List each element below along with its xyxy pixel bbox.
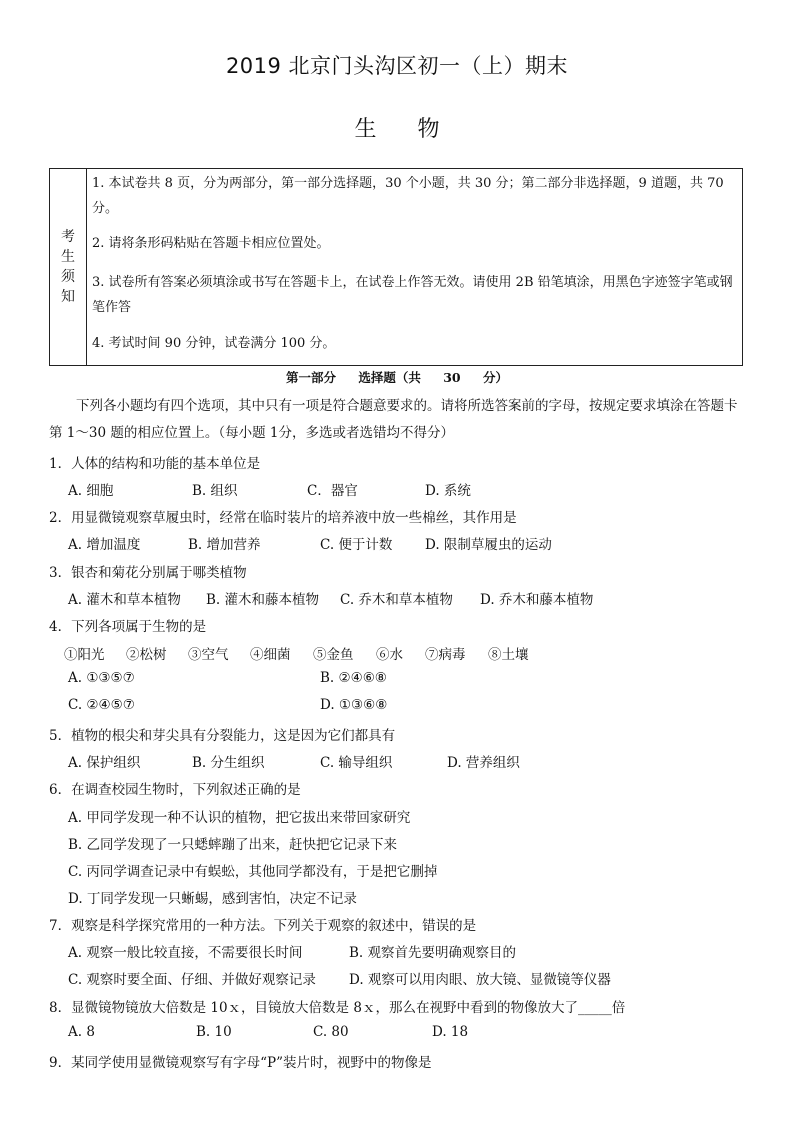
notice-label-char: 考 [61,229,75,245]
list-item: ⑤金鱼 [313,647,354,663]
option: C. 便于计数 [320,537,393,553]
question-stem: 8．显微镜物镜放大倍数是 10ｘ，目镜放大倍数是 8ｘ，那么在视野中看到的物像放大了_____倍 [49,1000,626,1016]
section-intro: 下列各小题均有四个选项，其中只有一项是符合题意要求的。请将所选答案前的字母，按规定要求填涂在答题卡第 1～30 题的相应位置上。（每小题 1分，多选或者选错均不得分） [49,398,738,441]
option: B. 乙同学发现了一只蟋蟀蹦了出来，赶快把它记录下来 [68,837,398,853]
option: B. 分生组织 [192,755,265,771]
option: A. 细胞 [68,483,114,499]
list-item: ⑦病毒 [425,647,466,663]
option: B. 增加营养 [188,537,261,553]
option: A. 增加温度 [68,537,141,553]
option: B. ②④⑥⑧ [320,670,387,686]
option: D. 18 [432,1024,469,1040]
option: B. 10 [196,1024,232,1040]
list-item: ⑥水 [376,647,403,663]
option: D. 乔木和藤本植物 [480,592,594,608]
option: C. 乔木和草本植物 [340,592,453,608]
question-stem: 1．人体的结构和功能的基本单位是 [49,456,261,472]
option: A. 灌木和草本植物 [68,592,181,608]
option: C. 丙同学调查记录中有蜈蚣，其他同学都没有，于是把它删掉 [68,864,438,880]
option: A. 8 [68,1024,95,1040]
list-item: ⑧土壤 [488,647,529,663]
subject-title: 生 物 [354,117,440,142]
option: B. 组织 [192,483,238,499]
notice-item: 2. 请将条形码粘贴在答题卡相应位置处。 [92,236,330,251]
option: D. 观察可以用肉眼、放大镜、显微镜等仪器 [349,972,611,988]
question-stem: 4．下列各项属于生物的是 [49,619,207,635]
option: C. 输导组织 [320,755,393,771]
option: D. 系统 [425,483,471,499]
question-stem: 7．观察是科学探究常用的一种方法。下列关于观察的叙述中，错误的是 [49,918,477,934]
option: D. 营养组织 [447,755,520,771]
notice-item: 1. 本试卷共 8 页，分为两部分，第一部分选择题，30 个小题，共 30 分；第二部分非选择题，9 道题，共 70 分。 [92,176,724,216]
option: C. ②④⑤⑦ [68,697,135,713]
section-title: 第一部分 选择题（共 30 分） [286,370,508,385]
notice-label [50,169,87,365]
notice-label-char: 生 [61,249,75,265]
notice-label-char: 须 [61,269,75,285]
question-stem: 5．植物的根尖和芽尖具有分裂能力，这是因为它们都具有 [49,728,396,744]
notice-item: 4. 考试时间 90 分钟，试卷满分 100 分。 [92,336,336,351]
option: D. 丁同学发现一只蜥蜴，感到害怕，决定不记录 [68,891,357,907]
option: A. 甲同学发现一种不认识的植物，把它拔出来带回家研究 [68,810,411,826]
option: C. 观察时要全面、仔细、并做好观察记录 [68,972,316,988]
list-item: ②松树 [126,647,167,663]
notice-item: 3. 试卷所有答案必须填涂或书写在答题卡上，在试卷上作答无效。请使用 2B 铅笔填涂，用黑色字迹签字笔或钢笔作答 [92,275,733,315]
option: B. 灌木和藤本植物 [206,592,320,608]
exam-notice-box [49,168,743,366]
option: D. 限制草履虫的运动 [425,537,552,553]
option: B. 观察首先要明确观察目的 [349,945,517,961]
page-title: 2019 北京门头沟区初一（上）期末 [225,54,569,78]
option: D. ①③⑥⑧ [320,697,388,713]
question-stem: 3．银杏和菊花分别属于哪类植物 [49,565,247,581]
option: C．器官 [307,483,358,499]
option: C. 80 [313,1024,349,1040]
option: A. 保护组织 [68,755,141,771]
question-stem: 2．用显微镜观察草履虫时，经常在临时装片的培养液中放一些棉丝，其作用是 [49,510,517,526]
list-item: ①阳光 [64,647,105,663]
option: A. ①③⑤⑦ [68,670,135,686]
question-stem: 6．在调查校园生物时，下列叙述正确的是 [49,782,301,798]
list-item: ④细菌 [250,647,291,663]
list-item: ③空气 [188,647,229,663]
question-stem: 9．某同学使用显微镜观察写有字母“P”装片时，视野中的物像是 [49,1055,432,1071]
notice-label-char: 知 [61,289,75,305]
option: A. 观察一般比较直接，不需要很长时间 [68,945,303,961]
